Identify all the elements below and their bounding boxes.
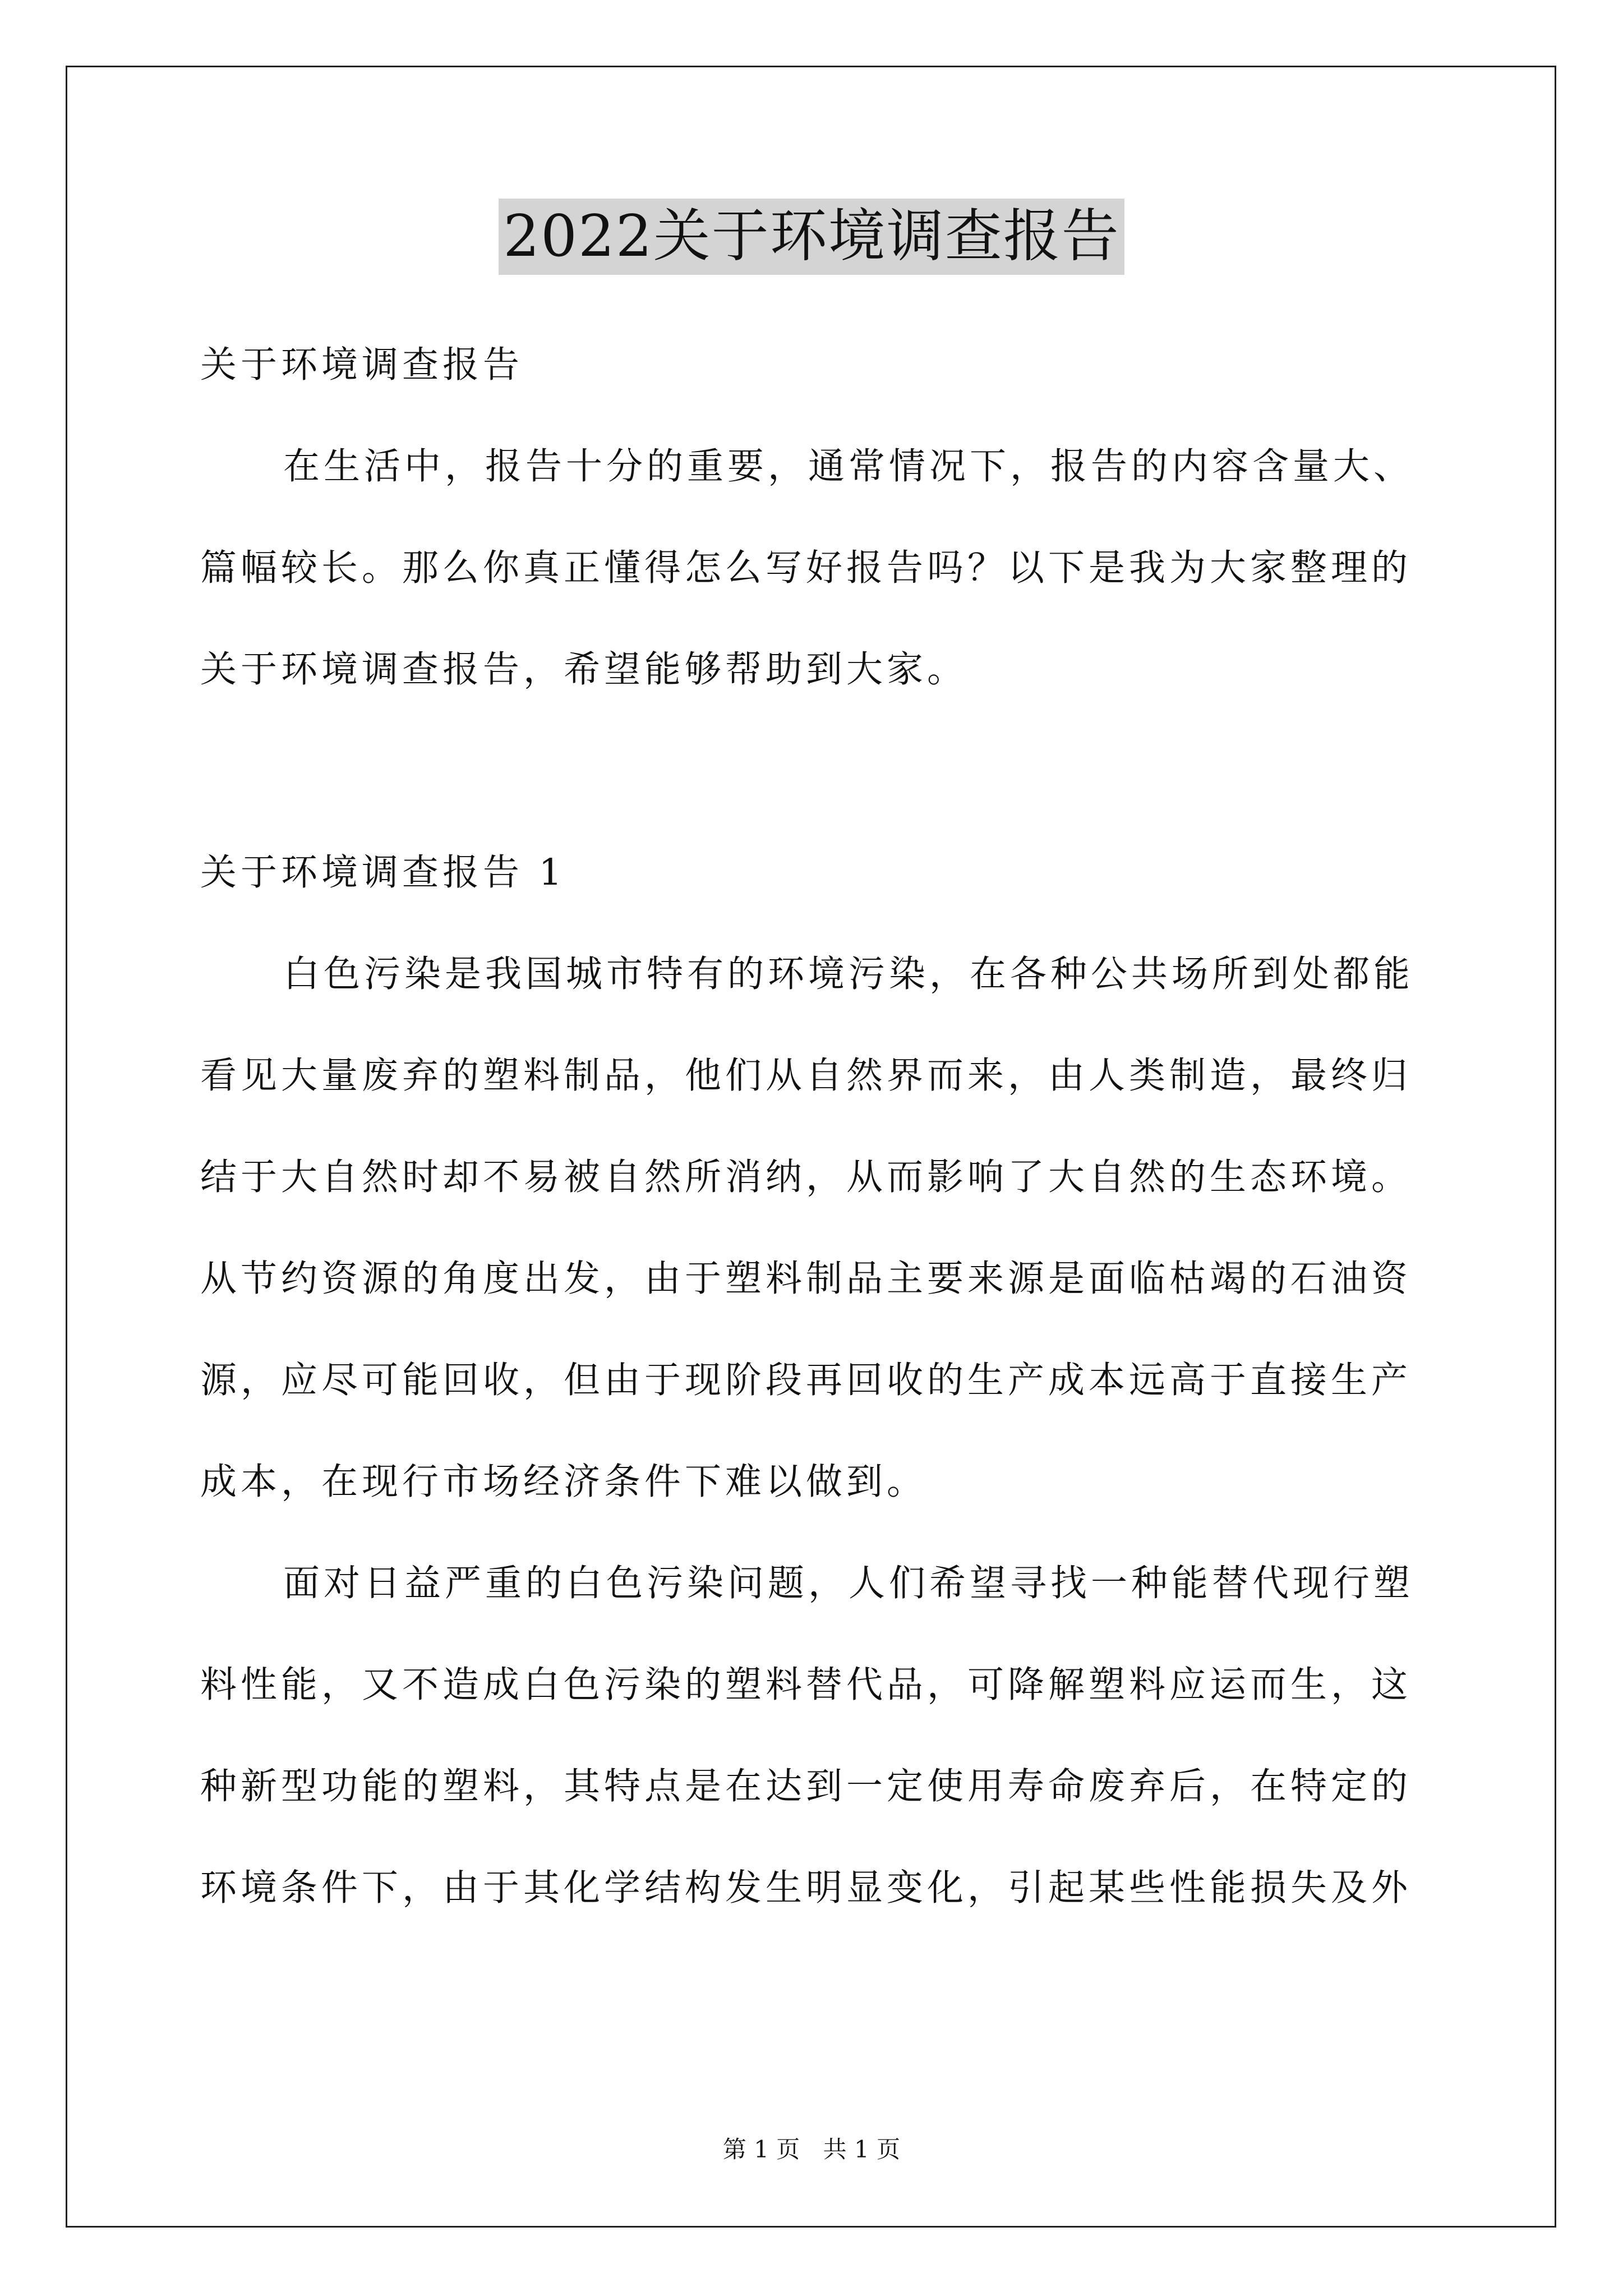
document-body [200, 314, 1434, 1939]
paragraph-line: 白色污染是我国城市特有的环境污染，在各种公共场所到处都能 [283, 953, 1414, 995]
intro-line: 关于环境调查报告，希望能够帮助到大家。 [200, 648, 968, 691]
paragraph-line: 料性能，又不造成白色污染的塑料替代品，可降解塑料应运而生，这 [200, 1664, 1412, 1706]
subtitle: 关于环境调查报告 [200, 344, 524, 386]
paragraph-line: 成本，在现行市场经济条件下难以做到。 [200, 1461, 928, 1503]
paragraph-line: 结于大自然时却不易被自然所消纳，从而影响了大自然的生态环境。 [200, 1156, 1412, 1198]
paragraph-line: 环境条件下，由于其化学结构发生明显变化，引起某些性能损失及外 [200, 1867, 1412, 1909]
paragraph-line: 从节约资源的角度出发，由于塑料制品主要来源是面临枯竭的石油资 [200, 1258, 1412, 1300]
paragraph-line: 看见大量废弃的塑料制品，他们从自然界而来，由人类制造，最终归 [200, 1055, 1412, 1097]
paragraph-gap [200, 720, 1434, 822]
title-container [0, 199, 1623, 275]
paragraph-line: 面对日益严重的白色污染问题，人们希望寻找一种能替代现行塑 [283, 1562, 1414, 1604]
paragraph-line: 源，应尽可能回收，但由于现阶段再回收的生产成本远高于直接生产 [200, 1359, 1412, 1401]
document-title: 2022关于环境调查报告 [499, 199, 1124, 275]
intro-line: 在生活中，报告十分的重要，通常情况下，报告的内容含量大、 [283, 445, 1414, 487]
page-number: 第 1 页 [722, 2136, 800, 2163]
page-total: 共 1 页 [823, 2136, 901, 2163]
paragraph-line: 种新型功能的塑料，其特点是在达到一定使用寿命废弃后，在特定的 [200, 1765, 1412, 1807]
intro-line: 篇幅较长。那么你真正懂得怎么写好报告吗？以下是我为大家整理的 [200, 547, 1412, 589]
section-heading: 关于环境调查报告 1 [200, 852, 566, 894]
page-footer [0, 2133, 1623, 2166]
